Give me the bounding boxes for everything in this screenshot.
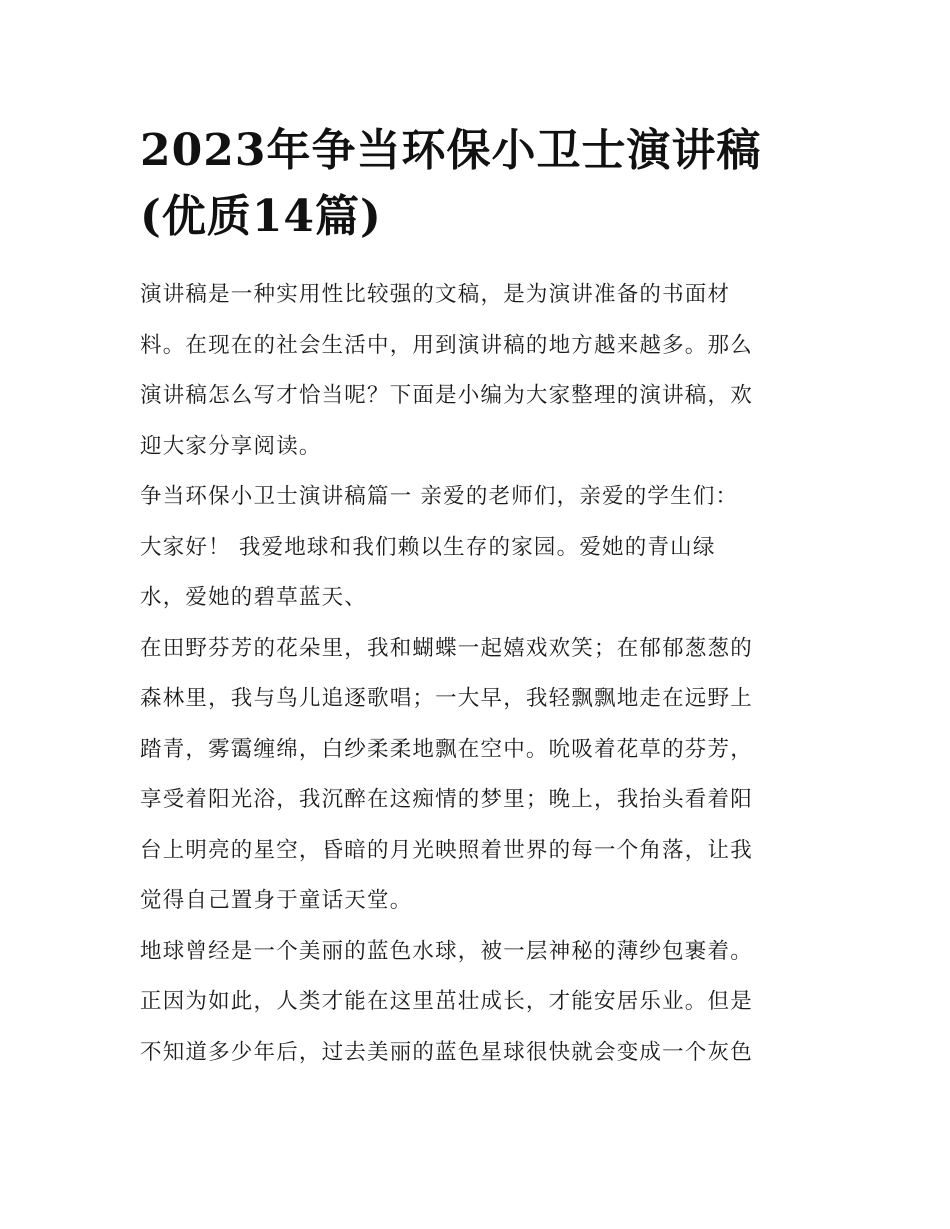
paragraph-greeting xyxy=(140,472,820,624)
document-title xyxy=(140,118,820,250)
title-line: 2023年争当环保小卫士演讲稿 xyxy=(140,125,762,176)
text-line: 不知道多少年后，过去美丽的蓝色星球很快就会变成一个灰色 xyxy=(140,1039,753,1065)
text-line: 演讲稿怎么写才恰当呢？下面是小编为大家整理的演讲稿，欢 xyxy=(140,383,753,408)
text-line: 演讲稿是一种实用性比较强的文稿，是为演讲准备的书面材 xyxy=(140,282,731,307)
paragraph-intro xyxy=(140,270,820,472)
text-line: 争当环保小卫士演讲稿篇一 亲爱的老师们，亲爱的学生们： xyxy=(140,484,739,509)
text-line: 大家好！ 我爱地球和我们赖以生存的家园。爱她的青山绿 xyxy=(140,534,716,560)
text-line: 正因为如此，人类才能在这里茁壮成长，才能安居乐业。但是 xyxy=(140,989,753,1014)
paragraph-earth xyxy=(140,927,820,1079)
text-line: 水，爱她的碧草蓝天、 xyxy=(140,585,368,610)
title-line: (优质14篇) xyxy=(140,191,382,242)
text-line: 觉得自己置身于童话天堂。 xyxy=(140,888,413,913)
paragraph-nature xyxy=(140,624,820,927)
text-line: 在田野芬芳的花朵里，我和蝴蝶一起嬉戏欢笑；在郁郁葱葱的 xyxy=(140,635,753,661)
text-line: 地球曾经是一个美丽的蓝色水球，被一层神秘的薄纱包裹着。 xyxy=(140,938,753,964)
text-line: 迎大家分享阅读。 xyxy=(140,433,322,459)
text-line: 料。在现在的社会生活中，用到演讲稿的地方越来越多。那么 xyxy=(140,332,753,358)
document-page xyxy=(140,118,820,1078)
document-body xyxy=(140,270,820,1078)
text-line: 踏青，雾霭缠绵，白纱柔柔地飘在空中。吮吸着花草的芬芳， xyxy=(140,736,753,762)
text-line: 享受着阳光浴，我沉醉在这痴情的梦里；晚上，我抬头看着阳 xyxy=(140,787,753,812)
text-line: 台上明亮的星空，昏暗的月光映照着世界的每一个角落，让我 xyxy=(140,837,753,863)
text-line: 森林里，我与鸟儿追逐歌唱；一大早，我轻飘飘地走在远野上 xyxy=(140,686,753,711)
